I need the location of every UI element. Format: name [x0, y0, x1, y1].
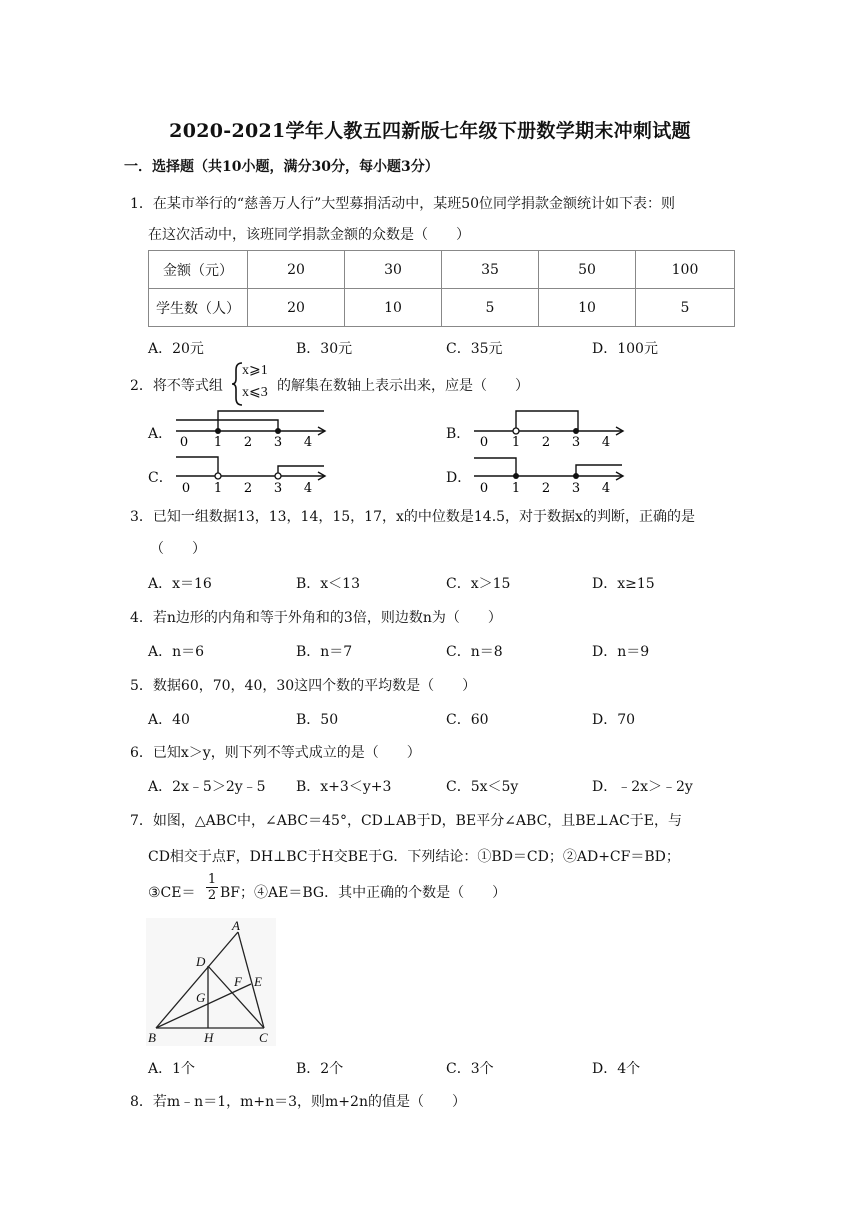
- table-cell: 50: [539, 251, 636, 289]
- tick-label: 0: [179, 435, 189, 448]
- tick-label: 0: [479, 435, 489, 448]
- tick-label: 4: [601, 481, 611, 494]
- q3-option-b[interactable]: B．x＜13: [296, 576, 360, 592]
- question-8-line-1: 8．若m﹣n＝1，m+n＝3，则m+2n的值是（ ）: [130, 1094, 466, 1110]
- fraction: [206, 872, 218, 903]
- question-1-line-2: 在这次活动中，该班同学捐款金额的众数是（ ）: [148, 227, 470, 243]
- q5-option-b[interactable]: B．50: [296, 712, 339, 728]
- tick-label: 1: [511, 435, 521, 448]
- point-label-b: B: [148, 1030, 156, 1045]
- q3-option-d[interactable]: D．x≥15: [592, 576, 655, 592]
- point-label-c: C: [259, 1030, 268, 1045]
- tick-label: 1: [213, 435, 223, 448]
- q2-option-a-label[interactable]: A．: [148, 426, 173, 442]
- fraction-denominator: 2: [207, 888, 217, 903]
- tick-label: 3: [273, 435, 283, 448]
- q4-option-a[interactable]: A．n＝6: [148, 644, 205, 660]
- point-label-f: F: [234, 974, 242, 989]
- point-label-d: D: [196, 954, 206, 969]
- q4-option-b[interactable]: B．n＝7: [296, 644, 353, 660]
- q1-option-b[interactable]: B．30元: [296, 341, 353, 357]
- question-3-line-1: 3．已知一组数据13，13，14，15，17，x的中位数是14.5，对于数据x的判断，正确的是: [130, 509, 695, 525]
- q4-option-d[interactable]: D．n＝9: [592, 644, 650, 660]
- q5-option-d[interactable]: D．70: [592, 712, 636, 728]
- table-row: [149, 289, 735, 327]
- q2-option-b-label[interactable]: B．: [446, 426, 471, 442]
- section-heading: 一．选择题（共10小题，满分30分，每小题3分）: [124, 159, 439, 175]
- tick-label: 0: [181, 481, 191, 494]
- q7-option-c[interactable]: C．3个: [446, 1061, 494, 1077]
- q1-option-d[interactable]: D．100元: [592, 341, 658, 357]
- tick-label: 2: [541, 481, 551, 494]
- triangle-figure: [146, 918, 276, 1046]
- table-cell: 金额（元）: [149, 251, 248, 289]
- tick-label: 0: [479, 481, 489, 494]
- fraction-numerator: 1: [207, 872, 217, 887]
- table-cell: 100: [636, 251, 735, 289]
- q4-option-c[interactable]: C．n＝8: [446, 644, 503, 660]
- q1-option-a[interactable]: A．20元: [148, 341, 204, 357]
- system-inequality-1: x⩾1: [242, 363, 268, 378]
- table-cell: 35: [442, 251, 539, 289]
- question-7-line-3a: ③CE＝: [148, 885, 196, 901]
- q1-option-c[interactable]: C．35元: [446, 341, 503, 357]
- q7-option-b[interactable]: B．2个: [296, 1061, 344, 1077]
- q5-option-c[interactable]: C．60: [446, 712, 489, 728]
- point-label-g: G: [196, 990, 206, 1005]
- question-6-line-1: 6．已知x＞y，则下列不等式成立的是（ ）: [130, 745, 421, 761]
- question-3-line-2: （ ）: [150, 541, 206, 557]
- q2-option-c-label[interactable]: C．: [148, 470, 173, 486]
- tick-label: 2: [541, 435, 551, 448]
- question-2-suffix: 的解集在数轴上表示出来，应是（ ）: [277, 378, 529, 394]
- table-cell: 20: [248, 289, 345, 327]
- table-cell: 学生数（人）: [149, 289, 248, 327]
- number-line-a[interactable]: [172, 408, 332, 448]
- tick-label: 2: [243, 435, 253, 448]
- question-1-line-1: 1．在某市举行的“慈善万人行”大型募捐活动中，某班50位同学捐款金额统计如下表：则: [130, 196, 676, 212]
- number-line-b[interactable]: [470, 408, 630, 448]
- point-label-e: E: [254, 974, 262, 989]
- tick-label: 4: [303, 481, 313, 494]
- table-cell: 5: [636, 289, 735, 327]
- question-5-line-1: 5．数据60，70，40，30这四个数的平均数是（ ）: [130, 678, 477, 694]
- question-4-line-1: 4．若n边形的内角和等于外角和的3倍，则边数n为（ ）: [130, 610, 502, 626]
- question-7-line-2: CD相交于点F，DH⊥BC于H交BE于G．下列结论：①BD＝CD；②AD+CF＝BD；: [148, 849, 680, 865]
- tick-label: 1: [511, 481, 521, 494]
- q3-option-a[interactable]: A．x＝16: [148, 576, 212, 592]
- q6-option-a[interactable]: A．2x﹣5＞2y﹣5: [148, 779, 266, 795]
- tick-label: 4: [303, 435, 313, 448]
- q7-option-d[interactable]: D．4个: [592, 1061, 641, 1077]
- table-row: [149, 251, 735, 289]
- point-label-h: H: [204, 1030, 214, 1045]
- tick-label: 4: [601, 435, 611, 448]
- point-label-a: A: [232, 918, 240, 933]
- q6-option-b[interactable]: B．x+3＜y+3: [296, 779, 392, 795]
- q3-option-c[interactable]: C．x＞15: [446, 576, 511, 592]
- tick-label: 1: [213, 481, 223, 494]
- tick-label: 3: [273, 481, 283, 494]
- q2-option-d-label[interactable]: D．: [446, 470, 472, 486]
- tick-label: 3: [571, 435, 581, 448]
- table-cell: 10: [539, 289, 636, 327]
- table-cell: 30: [345, 251, 442, 289]
- question-7-line-3b: BF；④AE＝BG．其中正确的个数是（ ）: [220, 885, 507, 901]
- tick-label: 2: [243, 481, 253, 494]
- table-cell: 20: [248, 251, 345, 289]
- number-line-c[interactable]: [172, 454, 332, 494]
- q6-option-c[interactable]: C．5x＜5y: [446, 779, 519, 795]
- number-line-d[interactable]: [470, 454, 630, 494]
- question-7-line-1: 7．如图，△ABC中，∠ABC＝45°，CD⊥AB于D，BE平分∠ABC，且BE⊥AC于E，与: [130, 813, 683, 829]
- table-cell: 5: [442, 289, 539, 327]
- q5-option-a[interactable]: A．40: [148, 712, 190, 728]
- tick-label: 3: [571, 481, 581, 494]
- table-cell: 10: [345, 289, 442, 327]
- donation-table: [148, 250, 735, 327]
- q7-option-a[interactable]: A．1个: [148, 1061, 196, 1077]
- page-title: 2020-2021学年人教五四新版七年级下册数学期末冲刺试题: [169, 120, 691, 142]
- q6-option-d[interactable]: D．﹣2x＞﹣2y: [592, 779, 693, 795]
- system-inequality-2: x⩽3: [242, 385, 268, 400]
- question-2-prefix: 2．将不等式组: [130, 378, 223, 394]
